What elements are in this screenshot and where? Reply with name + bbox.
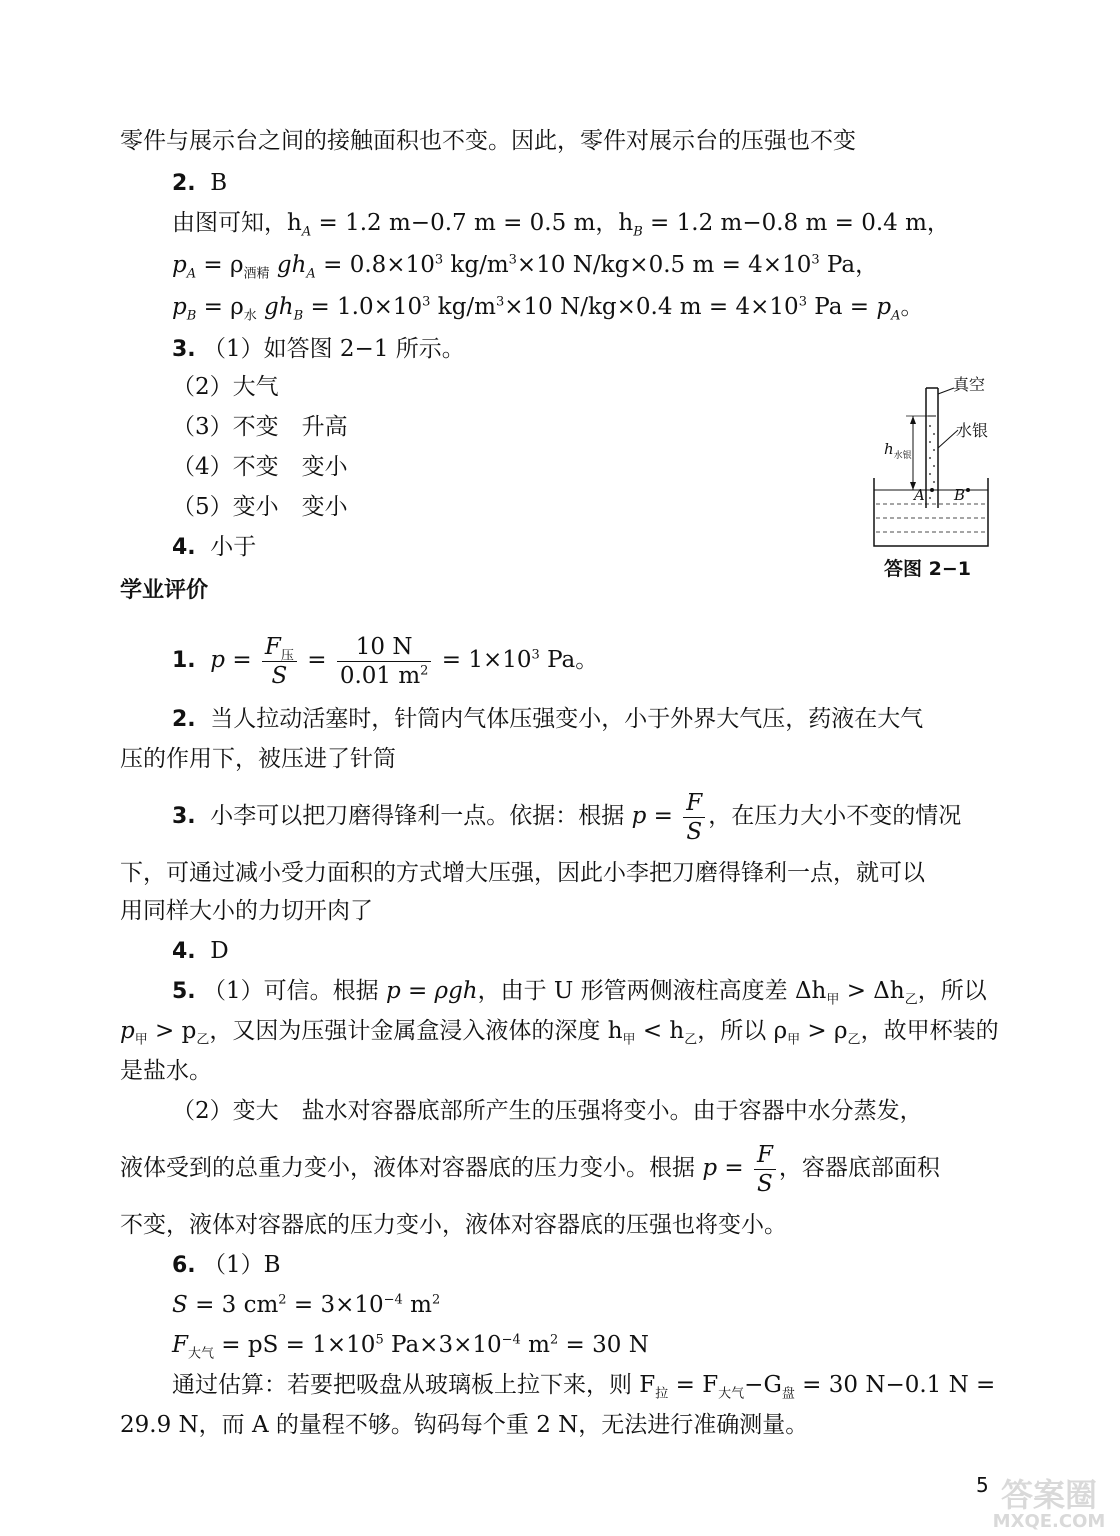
page-number: 5 — [976, 1473, 989, 1497]
text-line: 是盐水。 — [120, 1058, 212, 1084]
q3-part: （3）不变 升高 — [172, 414, 348, 440]
text-line: 液体受到的总重力变小，液体对容器底的压力变小。根据 p = $\frac{F}{S}$ ，容器底部面积 — [120, 1141, 940, 1197]
fraction: $\frac{F}{S}$ — [754, 1141, 776, 1198]
q3-part: （5）变小 变小 — [172, 494, 348, 520]
q-number: 2. — [172, 171, 196, 196]
mercury-label: 水银 — [956, 421, 989, 440]
formula-line: $p_A = \rho_{酒精}$ $gh_A = 0.8\times 10^3$ $kg/m^3\times 10$ N/kg×0.5 $m = 4\times 10^3$ Pa， — [172, 252, 879, 282]
formula-line: $F_{大气}$ = pS = $1\times 10^5$ $Pa\times 3\times 10^{-4}$ $m^2 = 30$ N — [172, 1332, 649, 1362]
text-line: 通过估算：若要把吸盘从玻璃板上拉下来，则 $F_拉 = F_{大气}-G_盘 = 30$ N−0.1 N = — [172, 1372, 996, 1402]
watermark-top: 答案圈 — [1000, 1476, 1097, 1514]
formula-line: S = 3 $cm^2 = 3\times 10^{-4}$ $m^2$ — [172, 1292, 441, 1318]
eval-6: 6. （1）B — [172, 1252, 281, 1278]
question-3: 3. （1）如答图 2−1 所示。 — [172, 336, 465, 362]
question-2 — [172, 168, 227, 199]
watermark — [984, 1478, 1114, 1532]
fraction: $\frac{F_压}{S}$ — [262, 633, 297, 690]
text-line: 不变，液体对容器底的压力变小，液体对容器底的压强也将变小。 — [120, 1212, 787, 1238]
figure-caption: 答图 2−1 — [884, 558, 971, 580]
q3-part: （2）大气 — [172, 374, 279, 400]
point-b-label: B — [954, 486, 966, 504]
q3-part: （4）不变 变小 — [172, 454, 348, 480]
point-a-label: A — [914, 486, 925, 504]
vacuum-label: 真空 — [953, 375, 986, 394]
fraction: $\frac{F}{S}$ — [683, 789, 705, 846]
eval-3: 3. 小李可以把刀磨得锋利一点。依据：根据 p = $\frac{F}{S}$ ，在压力大小不变的情况 — [172, 789, 962, 845]
answer: B — [210, 170, 228, 196]
eval-4: 4. D — [172, 938, 229, 964]
eval-1: 1. p = $\frac{F_压}{S}$ = $\frac{10 N}{0.01 m^2}$ = $1\times 10^3$ Pa。 — [172, 633, 599, 689]
watermark-bottom: MXQE.COM — [992, 1511, 1106, 1532]
text-line: 用同样大小的力切开肉了 — [120, 898, 373, 924]
formula-line: $p_B = \rho_水$ $gh_B = 1.0\times 10^3$ $kg/m^3\times 10$ N/kg×0.4 $m = 4\times 10^3$ $Pa = p_A$。 — [172, 294, 924, 324]
text-line: 下，可通过减小受力面积的方式增大压强，因此小李把刀磨得锋利一点，就可以 — [120, 860, 925, 886]
text-line: 零件与展示台之间的接触面积也不变。因此，零件对展示台的压强也不变 — [120, 128, 856, 154]
figure-drawing — [858, 368, 998, 548]
text-line: 29.9 N，而 A 的量程不够。钩码每个重 2 N，无法进行准确测量。 — [120, 1412, 809, 1438]
text-line: $p_甲 > p_乙$，又因为压强计金属盒浸入液体的深度 $h_甲 < h_乙$，所以 $\rho_甲 > \rho_乙$，故甲杯装的 — [120, 1018, 999, 1048]
text-line: 压的作用下，被压进了针筒 — [120, 746, 396, 772]
height-label: $h_{水银}$ — [884, 440, 912, 461]
text-line: （2）变大 盐水对容器底部所产生的压强将变小。由于容器中水分蒸发， — [172, 1098, 923, 1124]
torricelli-figure — [858, 368, 998, 583]
question-4: 4. 小于 — [172, 534, 257, 560]
fraction: $\frac{10 N}{0.01 m^2}$ — [337, 633, 432, 690]
eval-5: 5. （1）可信。根据 p = ρgh，由于 U 形管两侧液柱高度差 $\Delta h_甲 > \Delta h_乙$，所以 — [172, 978, 987, 1008]
formula-line: 由图可知，$h_A = 1.2$ m−0.7 m = 0.5 m，$h_B = 1.2$ m−0.8 m = 0.4 m， — [172, 210, 950, 240]
section-heading: 学业评价 — [120, 578, 209, 603]
eval-2: 2. 当人拉动活塞时，针筒内气体压强变小，小于外界大气压，药液在大气 — [172, 706, 924, 732]
